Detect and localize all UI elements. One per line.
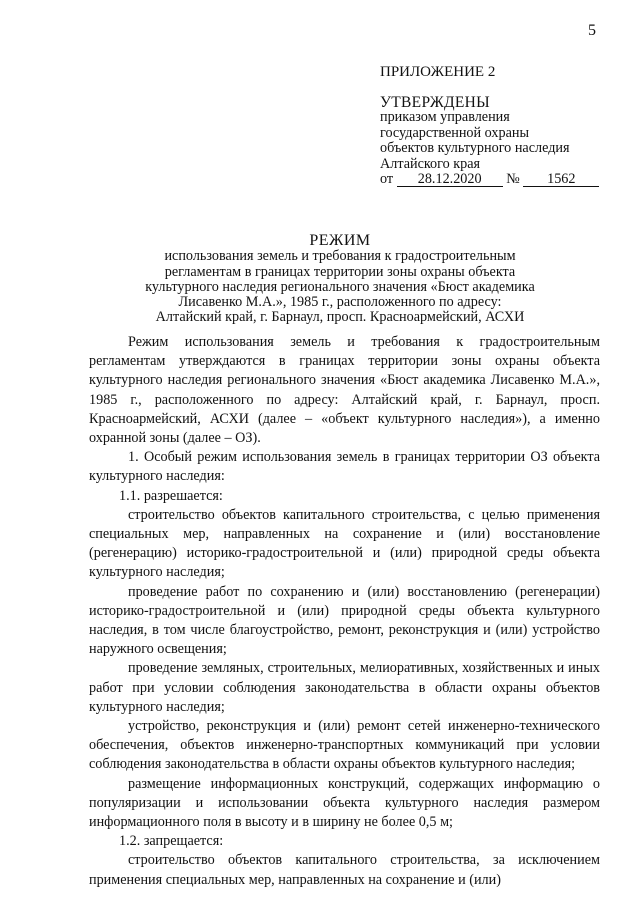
approval-line: объектов культурного наследия — [380, 140, 570, 156]
document-title — [60, 233, 620, 326]
body-paragraph: строительство объектов капитального строительства, с целью применения специальных мер, направленных на сохранение и (или) восстановление (регенерацию) историко-градостроительной и (или) природной среды объекта культурного наследия; — [89, 506, 600, 581]
title-line: Лисавенко М.А.», 1985 г., расположенного по адресу: — [178, 294, 502, 311]
title-line: использования земель и требования к градостроительным — [164, 248, 516, 265]
order-line — [380, 172, 599, 188]
order-date: 28.12.2020 — [397, 172, 503, 187]
body-paragraph: 1.2. запрещается: — [119, 833, 224, 850]
order-number-sign: № — [506, 171, 520, 187]
body-paragraph: размещение информационных конструкций, содержащих информацию о популяризации и использовании объекта культурного наследия размером информационного поля в высоту и в ширину не более 0,5 м; — [89, 775, 600, 831]
approved-label: УТВЕРЖДЕНЫ — [380, 93, 490, 111]
approval-block — [380, 65, 599, 188]
title-line: Алтайский край, г. Барнаул, просп. Красноармейский, АСХИ — [155, 309, 525, 326]
approval-line: Алтайского края — [380, 155, 481, 172]
body-paragraph: 1.1. разрешается: — [119, 487, 223, 504]
title-line: культурного наследия регионального значения «Бюст академика — [145, 278, 535, 295]
approval-line: приказом управления — [380, 109, 510, 125]
order-number: 1562 — [523, 172, 599, 187]
body-paragraph: 1. Особый режим использования земель в границах территории ОЗ объекта культурного наследия: — [89, 449, 600, 485]
order-prefix: от — [380, 171, 394, 187]
page-number: 5 — [588, 22, 596, 39]
body-paragraph: проведение работ по сохранению и (или) восстановлению (регенерации) историко-градостроительной и (или) природной среды объекта культурного наследия, в том числе благоустройство, ремонт, реконструкция и (или) устройство наружного освещения; — [89, 583, 600, 658]
body-paragraph: проведение земляных, строительных, мелиоративных, хозяйственных и иных работ при условии соблюдения законодательства в области охраны объектов культурного наследия; — [89, 660, 600, 715]
body-paragraph: строительство объектов капитального строительства, за исключением применения специальных мер, направленных на сохранение и (или) — [89, 852, 600, 888]
title-line: регламентам в границах территории зоны охраны объекта — [164, 263, 516, 280]
body-paragraph: устройство, реконструкция и (или) ремонт сетей инженерно-технического обеспечения, объектов инженерно-транспортных коммуникаций при условии соблюдения законодательства в области охраны объектов культурного наследия; — [89, 718, 600, 773]
title-heading: РЕЖИМ — [309, 232, 371, 249]
approval-line: государственной охраны — [380, 124, 530, 141]
appendix-label: ПРИЛОЖЕНИЕ 2 — [380, 64, 496, 80]
body-paragraph: Режим использования земель и требования к градостроительным регламентам утверждаются в границах территории зоны охраны объекта культурного наследия регионального значения «Бюст академика Лисавенко М.А.», 1985 г., расположенного по адресу: Алтайский край, г. Барнаул, просп. Красноармейский, АСХИ (далее – «объект культурного наследия»), а именно охранной зоны (далее – ОЗ). — [89, 334, 600, 447]
document-body — [89, 333, 600, 890]
